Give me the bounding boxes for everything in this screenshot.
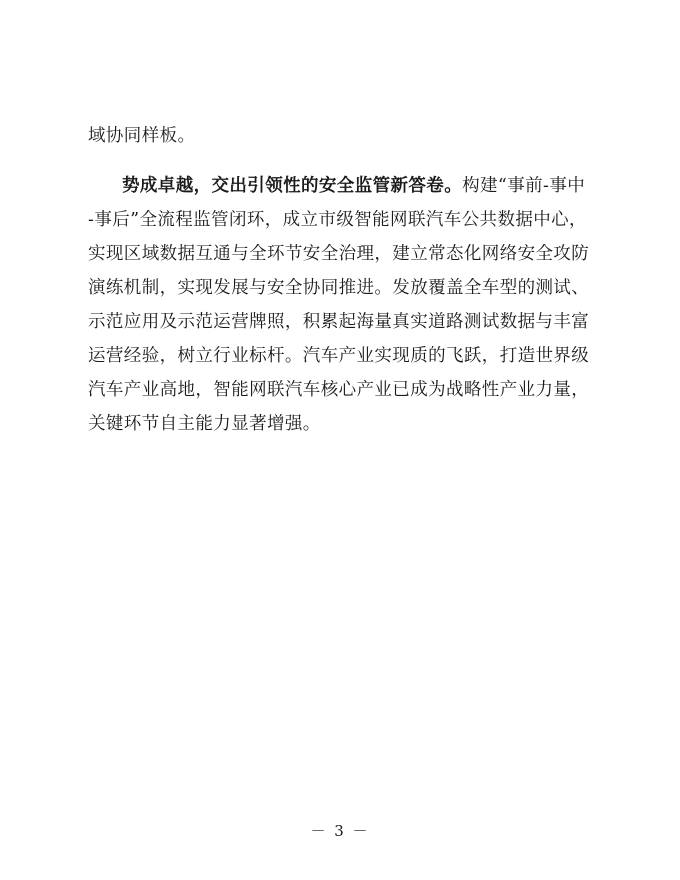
paragraph-line: -事后”全流程监管闭环，成立市级智能网联汽车公共数据中心， bbox=[88, 210, 587, 230]
paragraph-first-line-rest: 构建“事前-事中 bbox=[462, 176, 586, 196]
paragraph-heading: 势成卓越，交出引领性的安全监管新答卷。 bbox=[122, 176, 463, 196]
continuation-line: 域协同样板。 bbox=[88, 126, 196, 146]
page-number: － 3 － bbox=[310, 822, 370, 840]
paragraph-line: 关键环节自主能力显著增强。 bbox=[88, 414, 321, 434]
paragraph-line: 示范应用及示范运营牌照，积累起海量真实道路测试数据与丰富 bbox=[88, 312, 590, 332]
paragraph-line: 演练机制，实现发展与安全协同推进。发放覆盖全车型的测试、 bbox=[88, 278, 590, 298]
paragraph-line: 运营经验，树立行业标杆。汽车产业实现质的飞跃，打造世界级 bbox=[88, 346, 590, 366]
paragraph-first-line bbox=[122, 176, 642, 196]
paragraph-line: 实现区域数据互通与全环节安全治理，建立常态化网络安全攻防 bbox=[88, 244, 590, 264]
paragraph-line: 汽车产业高地，智能网联汽车核心产业已成为战略性产业力量， bbox=[88, 380, 590, 400]
